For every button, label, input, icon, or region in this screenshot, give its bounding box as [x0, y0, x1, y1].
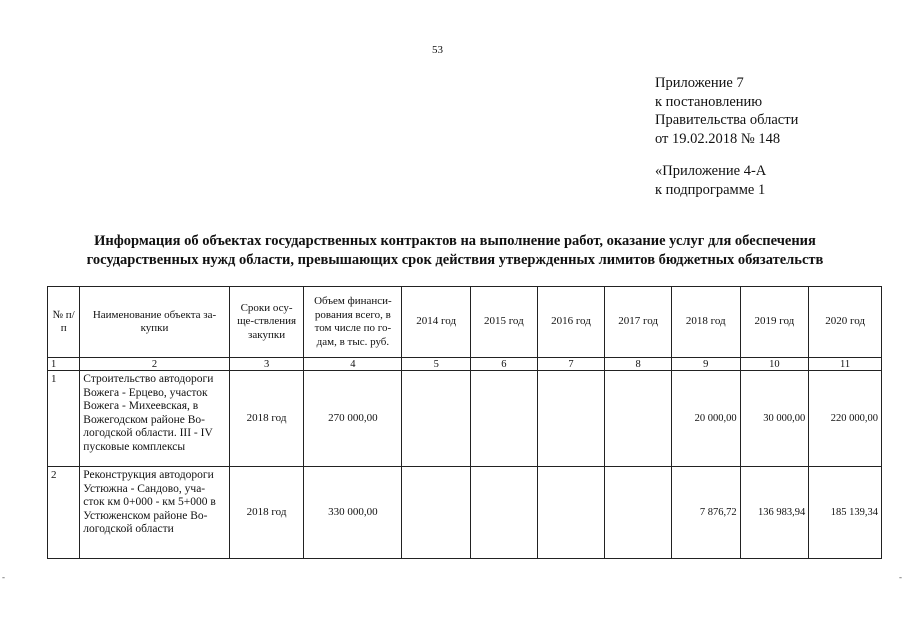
year-2020-value: 220 000,00 — [809, 371, 882, 467]
column-number: 8 — [605, 358, 672, 371]
column-number: 4 — [304, 358, 402, 371]
header-cell: 2016 год — [537, 287, 605, 358]
year-2017-value — [605, 467, 672, 559]
appendix-line: от 19.02.2018 № 148 — [655, 130, 781, 147]
procurement-term: 2018 год — [229, 371, 304, 467]
column-number: 3 — [229, 358, 304, 371]
column-number: 1 — [48, 358, 80, 371]
appendix-block — [655, 74, 798, 148]
column-number: 11 — [809, 358, 882, 371]
appendix-line: к постановлению — [655, 93, 763, 110]
table-row — [48, 371, 882, 467]
header-cell: 2020 год — [809, 287, 882, 358]
object-name: Строительство автодороги Вожега - Ерцево, участок Вожега - Михеевская, в Вожегодском районе Во-логодской области. III - IV пусковые комплексы — [80, 371, 229, 467]
year-2020-value: 185 139,34 — [809, 467, 882, 559]
column-number: 6 — [471, 358, 538, 371]
header-cell: 2015 год — [471, 287, 538, 358]
header-cell: Наименование объекта за-купки — [80, 287, 229, 358]
header-cell: Сроки осу-ще-ствления закупки — [229, 287, 304, 358]
total-financing: 330 000,00 — [304, 467, 402, 559]
row-number: 1 — [48, 371, 80, 467]
document-title — [40, 232, 870, 269]
year-2016-value — [537, 467, 605, 559]
year-2019-value: 30 000,00 — [740, 371, 809, 467]
header-cell: № п/п — [48, 287, 80, 358]
year-2018-value: 20 000,00 — [671, 371, 740, 467]
contracts-table — [47, 286, 882, 559]
table-row — [48, 467, 882, 559]
title-line: государственных нужд области, превышающих срок действия утвержденных лимитов бюджетных обязательств — [86, 251, 824, 268]
left-edge-mark: - — [2, 572, 5, 582]
column-number: 5 — [402, 358, 471, 371]
column-number: 7 — [537, 358, 605, 371]
year-2017-value — [605, 371, 672, 467]
year-2018-value: 7 876,72 — [671, 467, 740, 559]
appendix-line: «Приложение 4-А — [655, 163, 767, 179]
year-2014-value — [402, 371, 471, 467]
column-number: 2 — [80, 358, 229, 371]
appendix-line: Правительства области — [655, 112, 799, 128]
year-2015-value — [471, 371, 538, 467]
header-cell: 2017 год — [605, 287, 672, 358]
column-number-row — [48, 358, 882, 371]
header-row — [48, 287, 882, 358]
header-cell: Объем финанси-рования всего, в том числе по го-дам, в тыс. руб. — [304, 287, 402, 358]
year-2016-value — [537, 371, 605, 467]
appendix-subblock — [655, 162, 766, 199]
procurement-term: 2018 год — [229, 467, 304, 559]
year-2014-value — [402, 467, 471, 559]
column-number: 9 — [671, 358, 740, 371]
header-cell: 2019 год — [740, 287, 809, 358]
total-financing: 270 000,00 — [304, 371, 402, 467]
right-edge-mark: - — [899, 572, 902, 582]
row-number: 2 — [48, 467, 80, 559]
header-cell: 2018 год — [671, 287, 740, 358]
page-number: 53 — [432, 44, 443, 56]
title-line: Информация об объектах государственных контрактов на выполнение работ, оказание услуг для обеспечения — [94, 233, 816, 249]
appendix-line: Приложение 7 — [655, 75, 744, 91]
year-2019-value: 136 983,94 — [740, 467, 809, 559]
appendix-line: к подпрограмме 1 — [655, 181, 766, 198]
header-cell: 2014 год — [402, 287, 471, 358]
object-name: Реконструкция автодороги Устюжна - Сандово, уча-сток км 0+000 - км 5+000 в Устюженском районе Во-логодской области — [80, 467, 229, 559]
column-number: 10 — [740, 358, 809, 371]
year-2015-value — [471, 467, 538, 559]
